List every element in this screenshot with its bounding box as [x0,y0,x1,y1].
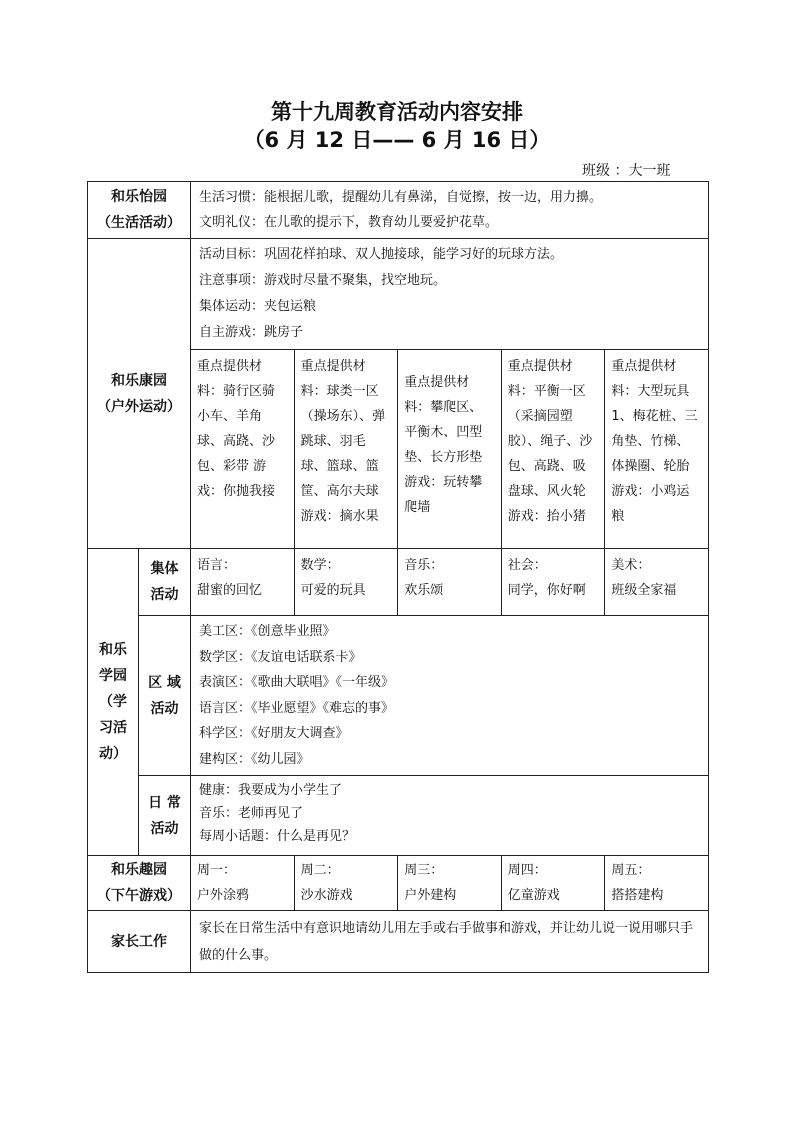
zone-cell: 重点提供材料：骑行区骑小车、羊角球、高跷、沙包、彩带 游戏：你抛我接 [191,350,295,548]
life-content [191,182,709,239]
daily-line: 健康：我要成为小学生了 [199,783,343,798]
area-line: 建构区：《幼儿园》 [199,751,310,767]
afternoon-cell: 周三： 户外建构 [398,856,502,910]
daily-line: 每周小话题：什么是再见？ [199,829,356,844]
outdoor-zones [191,350,709,549]
daily-line: 音乐：老师再见了 [199,806,304,821]
group-label: 集体活动 [139,549,191,616]
parents-content: 家长在日常生活中有意识地请幼儿用左手或右手做事和游戏，并让幼儿说一说用哪只手做的什么事。 [191,911,709,973]
zone-cell: 重点提供材料：大型玩具1、梅花桩、三角垫、竹梯、体操圈、轮胎 游戏：小鸡运粮 [611,359,698,524]
afternoon-label: 和乐趣园 （下午游戏） [88,856,191,911]
learning-label: 和乐学园（学习活动） [88,549,139,856]
group-cell: 语言： 甜蜜的回忆 [191,549,295,615]
outdoor-line: 自主游戏：跳房子 [199,325,304,340]
outdoor-line: 活动目标：巩固花样拍球、双人抛接球，能学习好的玩球方法。 [199,247,564,262]
group-cell: 美术： 班级全家福 [611,558,677,598]
area-line: 数学区：《友谊电话联系卡》 [199,649,362,665]
area-line: 语言区：《毕业愿望》《难忘的事》 [199,700,395,716]
outdoor-line: 注意事项：游戏时尽量不聚集，找空地玩。 [199,273,447,288]
daily-activities [191,776,709,856]
life-line: 生活习惯：能根据儿歌，提醒幼儿有鼻涕，自觉擦，按一边，用力擤。 [199,190,603,205]
daily-label: 日 常活动 [139,776,191,856]
area-line: 美工区：《创意毕业照》 [199,624,336,639]
afternoon-games [191,856,709,911]
life-line: 文明礼仪：在儿歌的提示下，教育幼儿要爱护花草。 [199,215,499,230]
afternoon-cell: 周一： 户外涂鸦 [191,856,295,910]
afternoon-cell: 周二： 沙水游戏 [295,856,399,910]
class-label: 班级 ：大一班 [582,163,671,179]
outdoor-line: 集体运动：夹包运粮 [199,299,317,314]
group-cell: 社会： 同学，你好啊 [502,549,606,615]
outdoor-label: 和乐康园 （户外运动） [88,239,191,549]
zone-cell: 重点提供材料：球类一区（操场东）、弹跳球、羽毛球、篮球、篮筐、高尔夫球 游戏：摘水果 [295,350,399,548]
page-title: 第十九周教育活动内容安排 [271,100,523,124]
afternoon-cell: 周五： 搭搭建构 [611,863,664,903]
parents-label: 家长工作 [88,911,191,973]
area-activities [191,616,709,776]
area-label: 区 域活动 [139,616,191,776]
group-activities [191,549,709,616]
area-line: 表演区：《歌曲大联唱》《一年级》 [199,675,395,690]
afternoon-cell: 周四： 亿童游戏 [502,856,606,910]
zone-cell: 重点提供材料：攀爬区、平衡木、凹型垫、长方形垫 游戏：玩转攀爬墙 [398,350,502,548]
area-line: 科学区：《好朋友大调查》 [199,726,349,741]
outdoor-content [191,239,709,350]
schedule-table [87,181,709,973]
page-subtitle-dates: （6 月 12 日—— 6 月 16 日） [243,128,551,152]
group-cell: 数学： 可爱的玩具 [295,549,399,615]
life-label: 和乐怡园 （生活活动） [88,182,191,239]
zone-cell: 重点提供材料：平衡一区（采摘园塑胶）、绳子、沙包、高跷、吸盘球、风火轮 游戏：抬小猪 [502,350,606,548]
group-cell: 音乐： 欢乐颂 [398,549,502,615]
